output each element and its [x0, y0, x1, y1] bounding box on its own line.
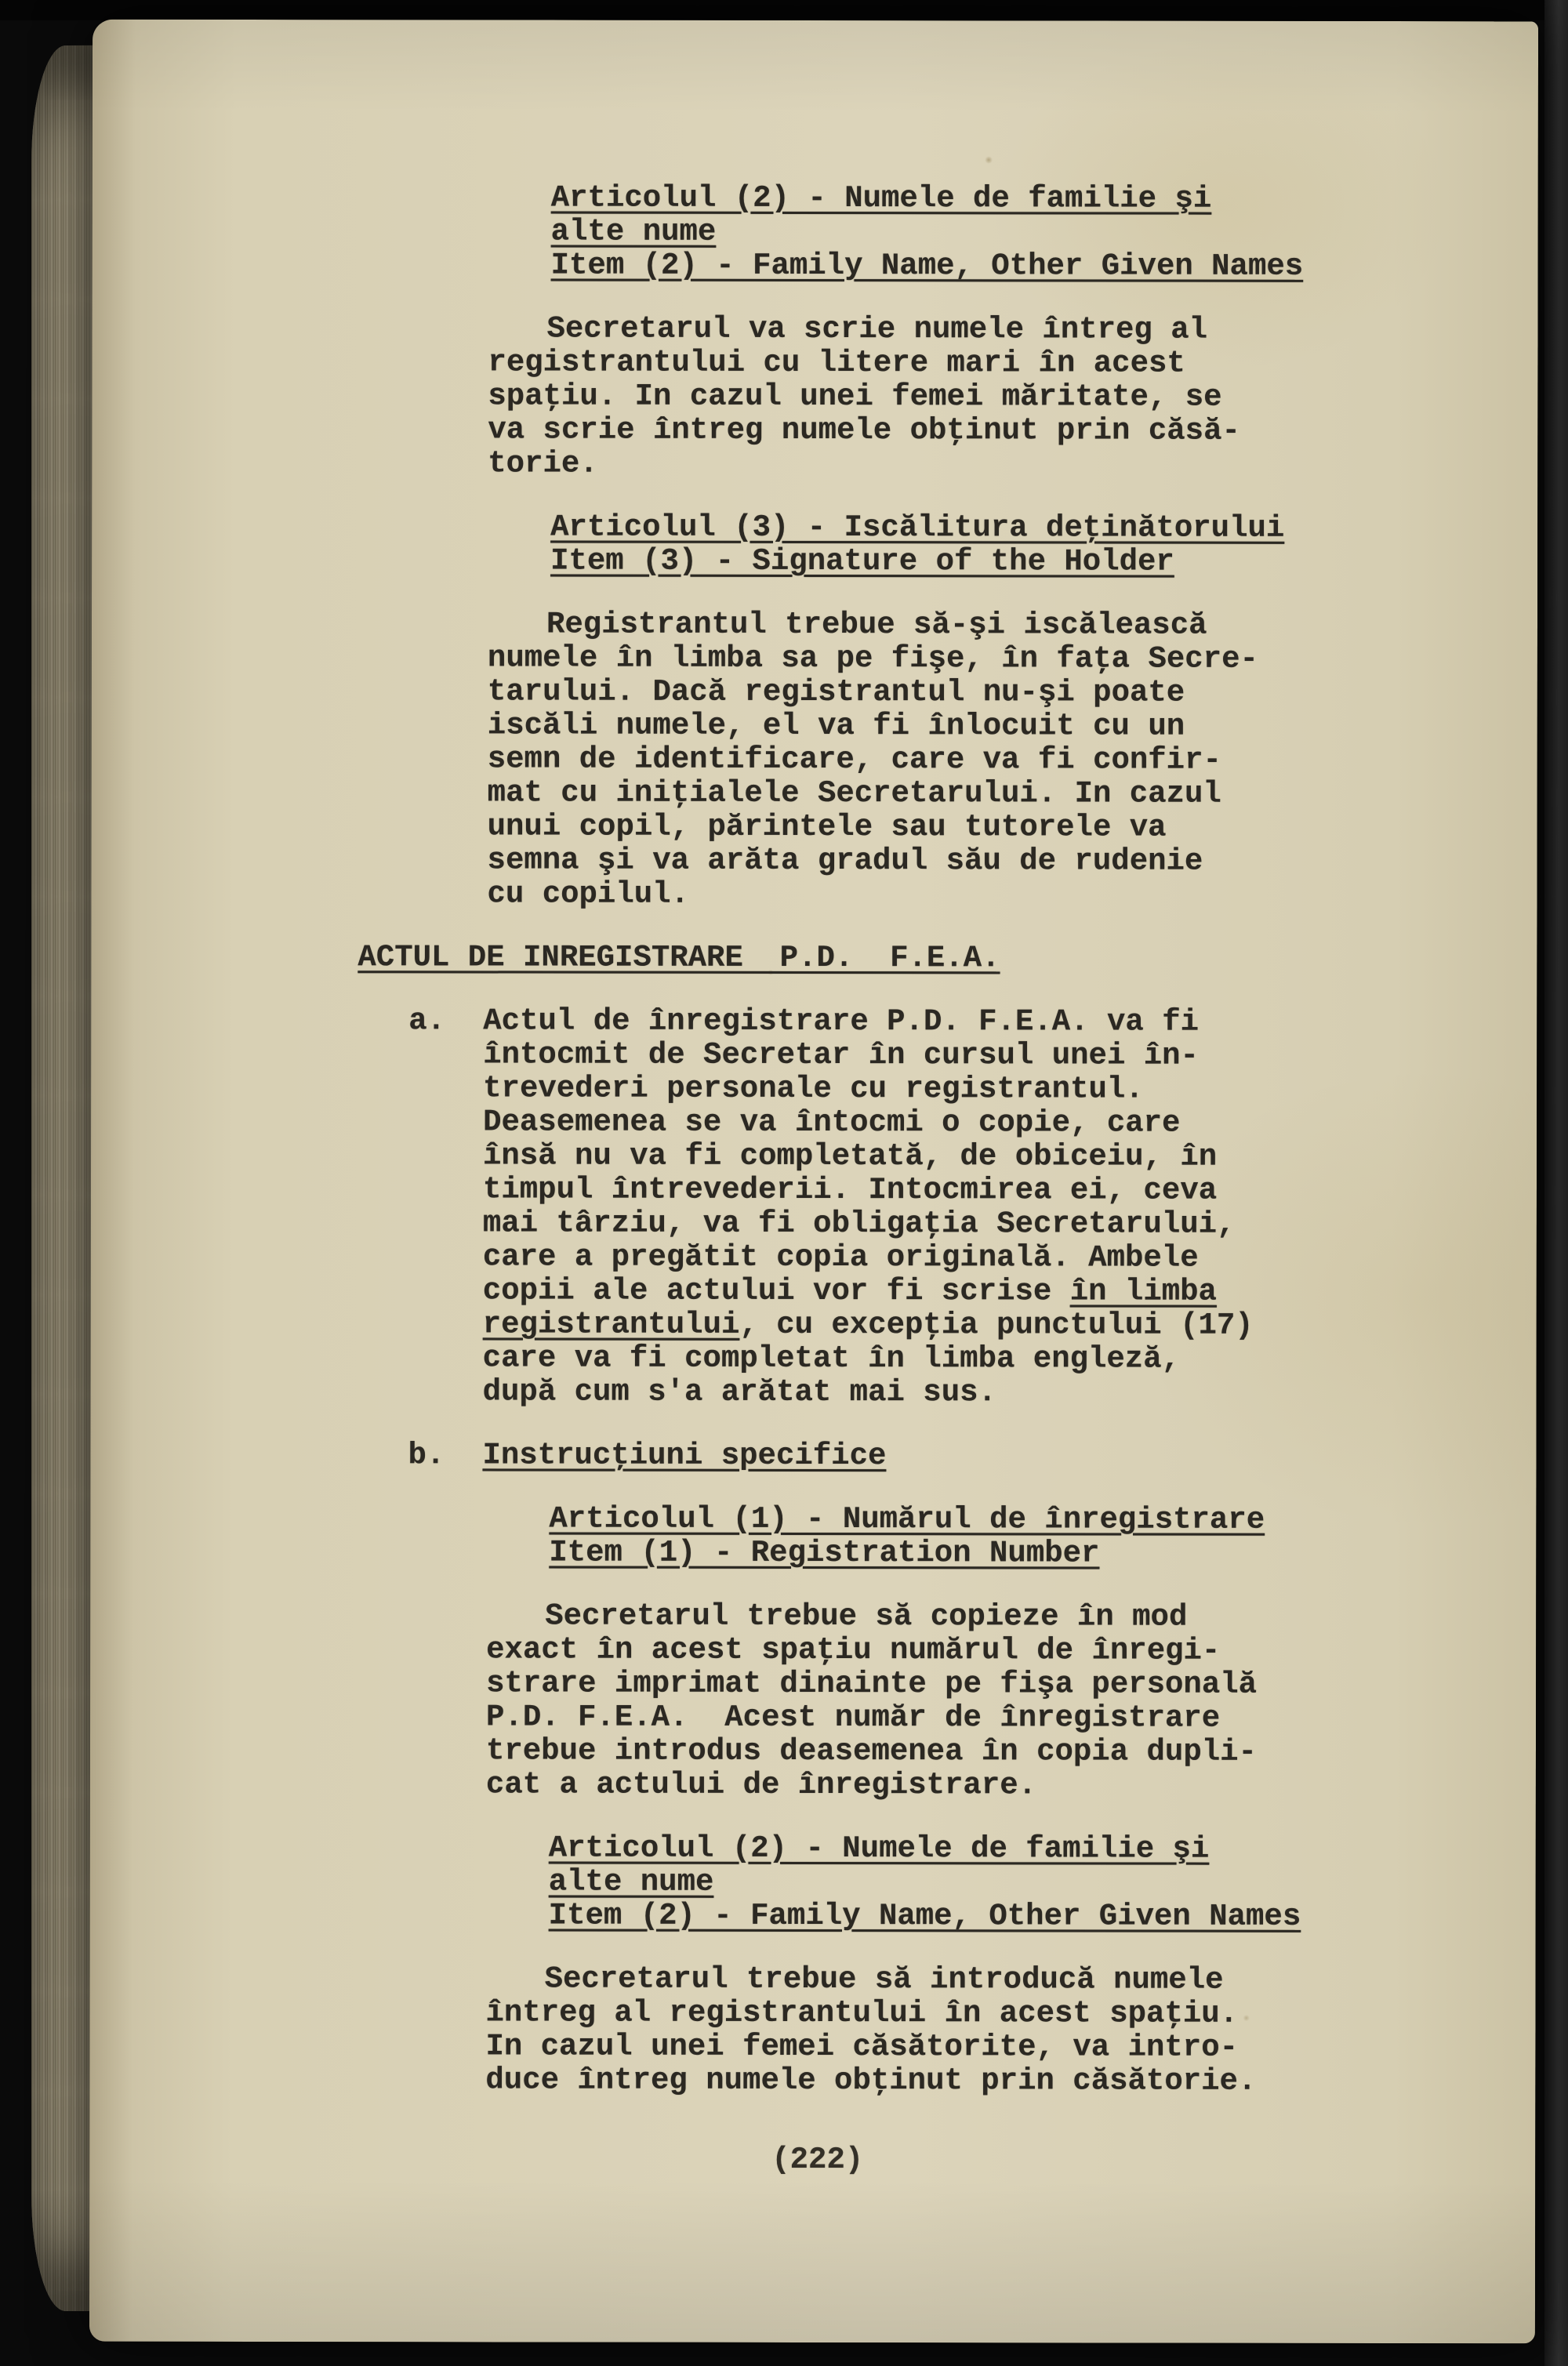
text-segment: registrantului cu litere mari în acest [488, 345, 1185, 381]
text-line [488, 379, 1425, 415]
article-2-paragraph-bottom [485, 1962, 1422, 2099]
text-line [483, 1240, 1424, 1276]
text-line [549, 1900, 1423, 1935]
text-line [549, 1866, 1423, 1901]
text-line [483, 1173, 1424, 1208]
text-line [485, 2063, 1422, 2099]
section-heading-actul [358, 941, 1424, 976]
text-segment: mat cu iniţialele Secretarului. In cazul [487, 775, 1221, 811]
article-2-heading-top [551, 182, 1425, 285]
text-segment: Actul de înregistrare P.D. F.E.A. va fi [483, 1003, 1200, 1040]
underlined-text-segment: ACTUL DE INREGISTRARE P.D. F.E.A. [358, 940, 1000, 976]
text-line [485, 2030, 1422, 2065]
text-line [488, 346, 1425, 381]
text-line [486, 1734, 1423, 1769]
text-line [488, 810, 1425, 845]
text-line [551, 182, 1425, 217]
text-segment: va scrie întreg numele obţinut prin căsă- [488, 412, 1240, 448]
text-segment: întreg al registrantului în acest spaţiu. [485, 1995, 1239, 2031]
text-line [551, 216, 1425, 251]
text-line [482, 1439, 1423, 1474]
text-line [483, 1139, 1424, 1174]
text-segment: tarului. Dacă registrantul nu-şi poate [487, 674, 1185, 710]
underlined-text-segment: Item (2) - Family Name, Other Given Names [548, 1898, 1301, 1934]
text-segment: semna şi va arăta gradul său de rudenie [487, 843, 1203, 879]
text-line [483, 1004, 1424, 1040]
text-segment: numele în limba sa pe fişe, în faţa Secre- [487, 640, 1258, 677]
text-segment: Secretarul trebue să introducă numele [544, 1961, 1224, 1998]
text-line [483, 1308, 1424, 1343]
underlined-text-segment: Articolul (2) - Numele de familie şi [548, 1831, 1210, 1867]
text-segment: Deasemenea se va întocmi o copie, care [483, 1105, 1181, 1141]
article-2-paragraph-top [488, 312, 1425, 482]
text-line [483, 1274, 1424, 1309]
underlined-text-segment: alte nume [548, 1864, 714, 1900]
text-segment: însă nu va fi completată, de obiceiu, în [483, 1138, 1218, 1174]
page-number: (222) [771, 2142, 864, 2178]
book-page [89, 20, 1538, 2344]
text-segment: copii ale actului vor fi scrise [482, 1273, 1070, 1309]
text-line [551, 249, 1425, 285]
text-segment: care va fi completat în limba engleză, [482, 1341, 1181, 1377]
text-segment: unui copil, părintele sau tutorele va [487, 809, 1167, 845]
text-line [549, 1503, 1423, 1538]
underlined-text-segment: Instrucţiuni specifice [482, 1438, 887, 1474]
item-a [408, 1003, 1425, 1410]
text-segment: exact în acest spaţiu numărul de înregi- [486, 1632, 1221, 1668]
article-3-heading [550, 511, 1425, 580]
text-segment: trebue introdus deasemenea în copia dupli- [485, 1733, 1257, 1769]
text-line [483, 1207, 1424, 1242]
text-line [486, 1768, 1423, 1803]
item-b [408, 1438, 1423, 1474]
underlined-text-segment: Articolul (2) - Numele de familie şi [550, 180, 1212, 216]
text-line [486, 1667, 1423, 1702]
text-segment: semn de identificare, care va fi confir- [487, 742, 1221, 778]
text-line [488, 709, 1425, 744]
underlined-text-segment: Articolul (3) - Iscălitura deţinătorului [550, 510, 1285, 546]
underlined-text-segment: alte nume [550, 214, 717, 249]
underlined-text-segment: Item (2) - Family Name, Other Given Names [550, 248, 1304, 284]
text-segment: cat a actului de înregistrare. [485, 1767, 1037, 1803]
text-line [483, 1375, 1424, 1410]
text-line [488, 776, 1425, 811]
text-line [483, 1341, 1424, 1377]
text-line [483, 1105, 1424, 1141]
text-segment: cu copilul. [487, 876, 689, 912]
article-2-heading-bottom [549, 1832, 1423, 1935]
photo-right-edge [1544, 0, 1568, 2366]
text-segment: mai târziu, va fi obligaţia Secretarului, [482, 1206, 1236, 1242]
text-segment: Secretarul trebue să copieze în mod [545, 1599, 1188, 1635]
text-segment: Registrantul trebue să-şi iscălească [546, 607, 1207, 643]
text-line [486, 1962, 1423, 1998]
text-segment: strare imprimat dinainte pe fişa personală [486, 1666, 1258, 1702]
text-line [358, 941, 1424, 976]
text-segment: timpul întrevederii. Intocmirea ei, ceva [482, 1172, 1218, 1208]
text-line [549, 1537, 1423, 1572]
photo-top-shadow [0, 0, 1568, 20]
text-segment: P.D. F.E.A. Acest număr de înregistrare [486, 1700, 1221, 1736]
text-line [488, 608, 1425, 643]
text-segment: care a pregătit copia originală. Ambele [482, 1239, 1199, 1276]
text-segment: spaţiu. In cazul unei femei măritate, se [488, 379, 1222, 415]
text-line [486, 1700, 1423, 1736]
text-segment: după cum s'a arătat mai sus. [482, 1374, 996, 1410]
underlined-text-segment: registrantului [482, 1307, 740, 1342]
text-segment: trevederi personale cu registrantul. [483, 1071, 1144, 1107]
article-1-heading [549, 1503, 1423, 1572]
underlined-text-segment: Articolul (1) - Numărul de înregistrare [549, 1501, 1265, 1537]
text-segment: torie. [488, 446, 598, 481]
text-segment: Secretarul va scrie numele întreg al [546, 311, 1208, 347]
text-segment: întocmit de Secretar în cursul unei în- [483, 1037, 1200, 1073]
item-b-label: b. [408, 1438, 445, 1473]
text-line [488, 312, 1425, 347]
text-line [485, 1996, 1422, 2031]
text-line [488, 742, 1425, 778]
text-line [488, 447, 1425, 482]
underlined-text-segment: Item (3) - Signature of the Holder [550, 543, 1174, 579]
text-line [488, 413, 1425, 448]
text-line [488, 844, 1425, 879]
underlined-text-segment: în limba [1069, 1274, 1217, 1309]
text-segment: iscăli numele, el va fi înlocuit cu un [487, 708, 1185, 744]
text-line [488, 641, 1425, 677]
text-segment: duce întreg numele obţinut prin căsătorie. [485, 2063, 1257, 2099]
text-line [483, 1072, 1424, 1107]
text-segment: In cazul unei femei căsătorite, va intro- [485, 2029, 1239, 2065]
item-a-label: a. [408, 1003, 446, 1039]
page-content [356, 181, 1425, 2178]
document-blocks [356, 181, 1425, 2099]
text-line [487, 877, 1424, 913]
text-line [549, 1832, 1423, 1867]
text-line [488, 675, 1425, 710]
underlined-text-segment: Item (1) - Registration Number [549, 1535, 1100, 1571]
text-line [550, 545, 1425, 580]
article-1-paragraph [486, 1599, 1423, 1803]
text-segment: , cu excepţia punctului (17) [739, 1307, 1254, 1343]
text-line [550, 511, 1425, 546]
text-line [483, 1038, 1424, 1073]
text-line [486, 1599, 1423, 1635]
article-3-paragraph [487, 608, 1425, 913]
text-line [486, 1633, 1423, 1668]
